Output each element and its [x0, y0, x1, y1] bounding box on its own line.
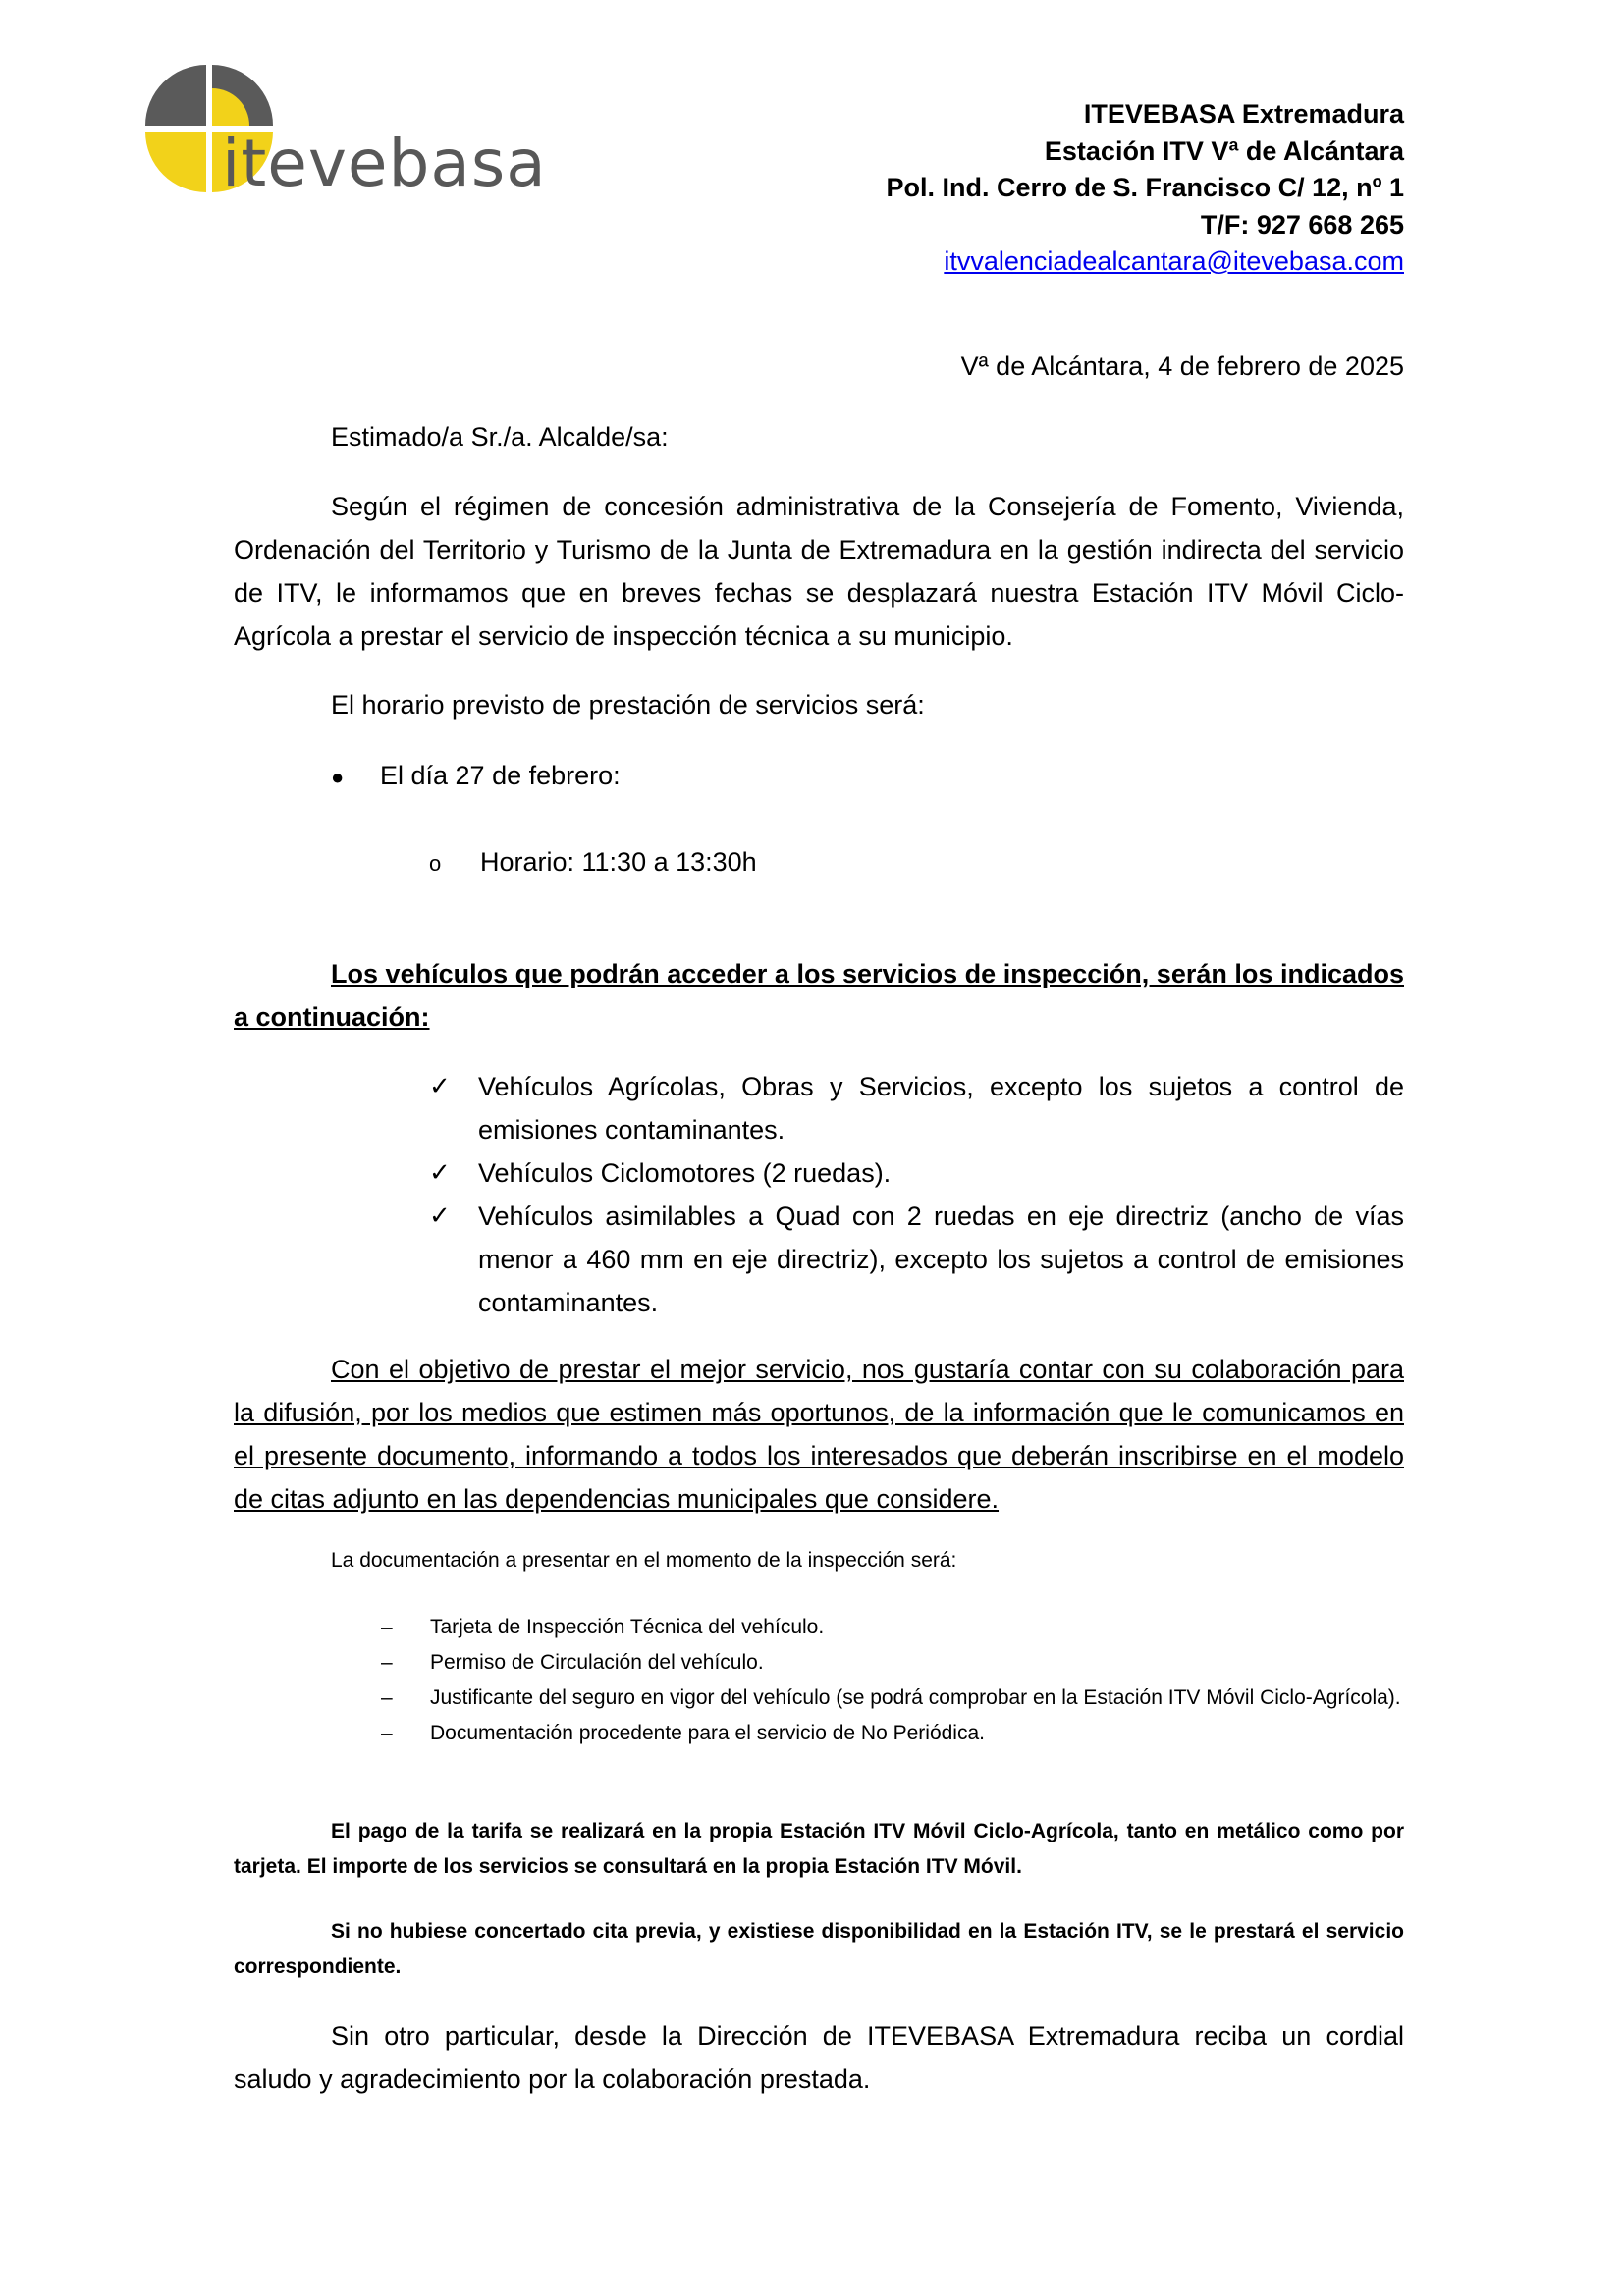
documents-intro: La documentación a presentar en el momento de la inspección será:	[331, 1549, 957, 1572]
checkmark-icon: ✓	[429, 1201, 451, 1231]
schedule-day: El día 27 de febrero:	[380, 761, 621, 790]
dash-icon: –	[381, 1722, 393, 1744]
schedule-intro: El horario previsto de prestación de servicios será:	[331, 690, 925, 720]
letter-date: Vª de Alcántara, 4 de febrero de 2025	[960, 351, 1404, 381]
dash-icon: –	[381, 1616, 393, 1638]
sender-address-block	[886, 96, 1404, 281]
dash-icon: –	[381, 1686, 393, 1709]
list-item: – Justificante del seguro en vigor del vehículo (se podrá comprobar en la Estación ITV Móvil Ciclo-Agrícola).	[381, 1681, 1404, 1716]
company-name: ITEVEBASA Extremadura	[1083, 99, 1404, 129]
schedule-time-item	[429, 847, 757, 878]
vehicles-list	[429, 1065, 1404, 1324]
intro-paragraph: Según el régimen de concesión administrativa de la Consejería de Fomento, Vivienda, Ordenación del Territorio y Turismo de la Junta de Extremadura en la gestión indirecta del servicio de ITV, le informamos que en breves fechas se desplazará nuestra Estación ITV Móvil Ciclo-Agrícola a prestar el servicio de inspección técnica a su municipio.	[234, 492, 1404, 651]
vehicles-heading: Los vehículos que podrán acceder a los servicios de inspección, serán los indicados a continuación:	[234, 959, 1404, 1032]
closing-paragraph: Sin otro particular, desde la Dirección de ITEVEBASA Extremadura reciba un cordial saludo y agradecimiento por la colaboración prestada.	[234, 2021, 1404, 2094]
schedule-time: Horario: 11:30 a 13:30h	[480, 847, 757, 877]
sub-bullet-icon: o	[429, 851, 442, 876]
list-item: ✓ Vehículos asimilables a Quad con 2 ruedas en eje directriz (ancho de vías menor a 460 mm en eje directriz), excepto los sujetos a control de emisiones contaminantes.	[429, 1195, 1404, 1324]
station-phone: T/F: 927 668 265	[1200, 209, 1404, 240]
station-address: Pol. Ind. Cerro de S. Francisco C/ 12, nº 1	[886, 173, 1404, 202]
station-name: Estación ITV Vª de Alcántara	[1044, 135, 1404, 166]
collaboration-paragraph: Con el objetivo de prestar el mejor servicio, nos gustaría contar con su colaboración para la difusión, por los medios que estimen más oportunos, de la información que le comunicamos en el presente documento, informando a todos los interesados que deberán inscribirse en el modelo de citas adjunto en las dependencias municipales que considere.	[234, 1355, 1404, 1514]
appointment-note: Si no hubiese concertado cita previa, y existiese disponibilidad en la Estación ITV, se le prestará el servicio correspondiente.	[234, 1920, 1404, 1978]
logo-wordmark: itevebasa	[222, 126, 547, 201]
station-email-link[interactable]: itvvalenciadealcantara@itevebasa.com	[944, 246, 1404, 276]
checkmark-icon: ✓	[429, 1158, 451, 1188]
list-item: – Permiso de Circulación del vehículo.	[381, 1645, 1404, 1681]
dash-icon: –	[381, 1651, 393, 1674]
salutation: Estimado/a Sr./a. Alcalde/sa:	[331, 422, 669, 452]
list-item: – Documentación procedente para el servicio de No Periódica.	[381, 1716, 1404, 1751]
company-logo	[145, 65, 547, 202]
bullet-icon: ●	[331, 765, 345, 789]
checkmark-icon: ✓	[429, 1072, 451, 1101]
documents-list	[381, 1610, 1404, 1751]
schedule-day-item	[331, 761, 621, 791]
list-item: ✓ Vehículos Ciclomotores (2 ruedas).	[429, 1151, 1404, 1195]
list-item: – Tarjeta de Inspección Técnica del vehículo.	[381, 1610, 1404, 1645]
list-item: ✓ Vehículos Agrícolas, Obras y Servicios, excepto los sujetos a control de emisiones contaminantes.	[429, 1065, 1404, 1151]
payment-note: El pago de la tarifa se realizará en la propia Estación ITV Móvil Ciclo-Agrícola, tanto en metálico como por tarjeta. El importe de los servicios se consultará en la propia Estación ITV Móvil.	[234, 1820, 1404, 1878]
